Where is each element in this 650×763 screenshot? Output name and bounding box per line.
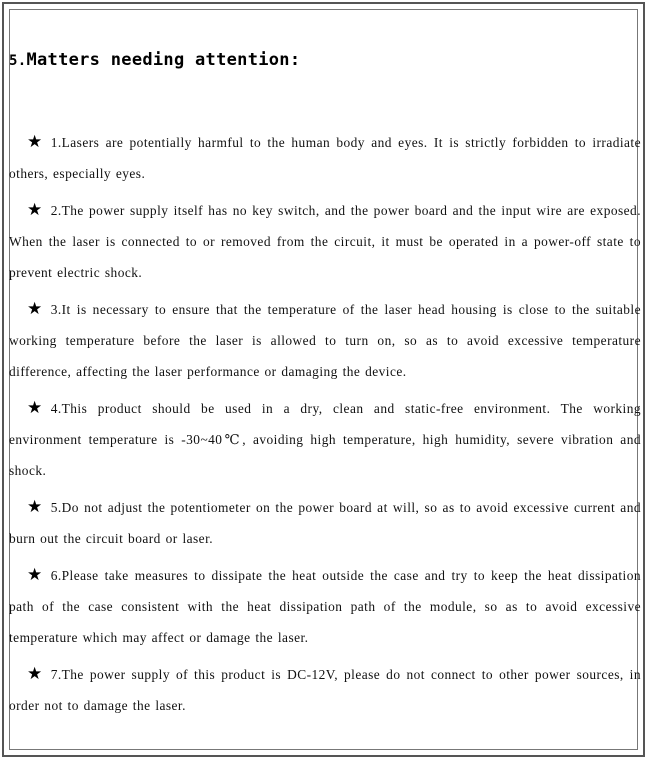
- attention-item: [9, 560, 641, 653]
- star-icon: ★: [27, 132, 43, 152]
- attention-item-text: 7.The power supply of this product is DC-12V, please do not connect to other power sources, in order not to damage the laser.: [9, 667, 641, 713]
- attention-list: [9, 127, 641, 727]
- attention-item-text: 6.Please take measures to dissipate the heat outside the case and try to keep the heat dissipation path of the case consistent with the heat dissipation path of the module, so as to avoid excessive temperature which may affect or damage the laser.: [9, 568, 641, 645]
- attention-item: [9, 659, 641, 721]
- star-icon: ★: [27, 565, 43, 585]
- section-title: Matters needing attention:: [26, 50, 301, 70]
- attention-item: [9, 294, 641, 387]
- attention-item-text: 4.This product should be used in a dry, clean and static-free environment. The working environment temperature is -30~40℃, avoiding high temperature, high humidity, severe vibration and shock.: [9, 401, 641, 478]
- attention-item-text: 5.Do not adjust the potentiometer on the power board at will, so as to avoid excessive current and burn out the circuit board or laser.: [9, 500, 641, 546]
- star-icon: ★: [27, 299, 43, 319]
- star-icon: ★: [27, 497, 43, 517]
- star-icon: ★: [27, 200, 43, 220]
- attention-item: [9, 127, 641, 189]
- attention-item: [9, 492, 641, 554]
- star-icon: ★: [27, 664, 43, 684]
- attention-item: [9, 195, 641, 288]
- attention-item: [9, 393, 641, 486]
- attention-item-text: 2.The power supply itself has no key switch, and the power board and the input wire are exposed. When the laser is connected to or removed from the circuit, it must be operated in a power-off state to prevent electric shock.: [9, 203, 641, 280]
- section-heading: [9, 50, 300, 70]
- attention-item-text: 1.Lasers are potentially harmful to the human body and eyes. It is strictly forbidden to irradiate others, especially eyes.: [9, 135, 641, 181]
- section-number: 5.: [9, 53, 27, 69]
- attention-item-text: 3.It is necessary to ensure that the temperature of the laser head housing is close to the suitable working temperature before the laser is allowed to turn on, so as to avoid excessive temperature difference, affecting the laser performance or damaging the device.: [9, 302, 641, 379]
- star-icon: ★: [27, 398, 43, 418]
